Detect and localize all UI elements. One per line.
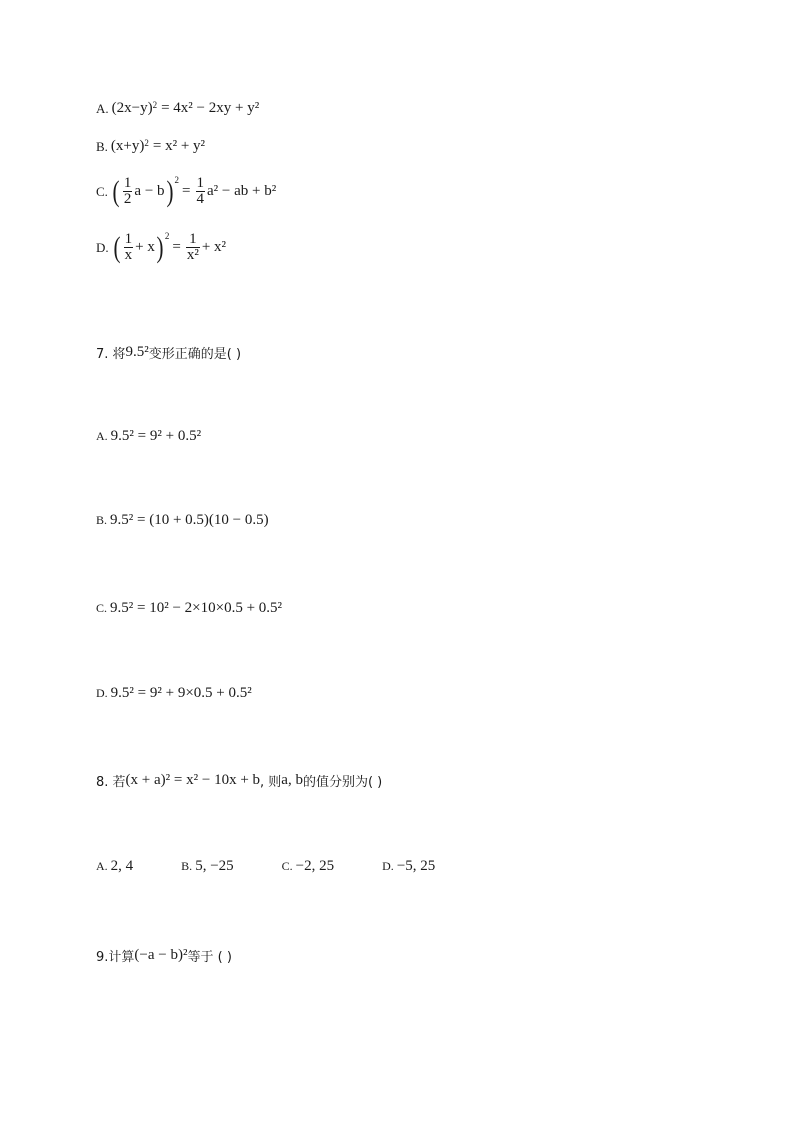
stem-math: (−a − b)² xyxy=(134,947,188,963)
equals-sign: = xyxy=(182,183,191,199)
question-7-stem xyxy=(96,343,241,362)
rhs-tail: a² − ab + b² xyxy=(207,183,277,199)
option-text: 5, −25 xyxy=(195,858,234,874)
option-label: C. xyxy=(281,859,293,873)
option-label: D. xyxy=(96,686,108,700)
equals-sign: = xyxy=(172,239,181,255)
option-label: A. xyxy=(96,100,109,116)
option-label: B. xyxy=(181,859,193,873)
denominator: x² xyxy=(186,247,199,263)
inner-tail: + x xyxy=(135,239,155,255)
fraction xyxy=(186,232,200,263)
option-text: −5, 25 xyxy=(396,858,436,874)
fraction xyxy=(123,176,133,207)
rhs-tail: + x² xyxy=(201,239,227,255)
stem-vars: a, b xyxy=(281,772,303,788)
option-label: C. xyxy=(96,601,108,615)
stem-mid: , 则 xyxy=(260,775,282,790)
option-text: 9.5² = (10 + 0.5)(10 − 0.5) xyxy=(110,512,269,528)
question-7-option-b xyxy=(96,512,269,529)
exponent: 2 xyxy=(152,99,158,110)
option-text: 9.5² = 9² + 9×0.5 + 0.5² xyxy=(110,685,252,701)
prev-option-a xyxy=(96,100,259,117)
question-8-options xyxy=(96,858,435,875)
question-7-option-a xyxy=(96,428,201,445)
numerator: 1 xyxy=(196,175,205,191)
numerator: 1 xyxy=(124,231,133,247)
stem-prefix: 9.计算 xyxy=(96,950,135,965)
prev-option-d xyxy=(96,232,226,263)
stem-prefix: 7. 将 xyxy=(96,347,126,362)
prev-option-b xyxy=(96,138,205,155)
stem-suffix: 等于 ( ) xyxy=(187,950,232,965)
right-paren: ) xyxy=(156,230,164,264)
inner-tail: a − b xyxy=(134,183,165,199)
stem-suffix: 的值分别为( ) xyxy=(302,775,383,790)
fraction xyxy=(124,232,134,263)
stem-suffix: 变形正确的是( ) xyxy=(148,347,242,362)
option-label: B. xyxy=(96,138,108,154)
question-9-stem xyxy=(96,946,232,965)
option-label: D. xyxy=(96,239,109,255)
numerator: 1 xyxy=(123,175,132,191)
stem-math: 9.5² xyxy=(125,344,149,360)
option-label: A. xyxy=(96,859,108,873)
option-text: 9.5² = 10² − 2×10×0.5 + 0.5² xyxy=(110,600,283,616)
option-b-lhs: (x+y) xyxy=(110,138,145,154)
fraction xyxy=(196,176,206,207)
question-7-option-d xyxy=(96,685,252,702)
left-paren: ( xyxy=(113,230,121,264)
exponent: 2 xyxy=(164,230,170,241)
option-label: D. xyxy=(382,859,394,873)
option-text: 9.5² = 9² + 0.5² xyxy=(110,428,202,444)
option-b-rhs: = x² + y² xyxy=(152,138,206,154)
option-a-rhs: = 4x² − 2xy + y² xyxy=(161,100,260,116)
denominator: 4 xyxy=(196,191,205,207)
exponent: 2 xyxy=(174,174,180,185)
exponent: 2 xyxy=(144,137,149,148)
numerator: 1 xyxy=(189,231,197,247)
option-label: A. xyxy=(96,429,108,443)
option-label: B. xyxy=(96,513,108,527)
question-7-option-c xyxy=(96,600,282,617)
stem-math: (x + a)² = x² − 10x + b xyxy=(125,772,261,788)
denominator: 2 xyxy=(123,191,132,207)
question-8-stem xyxy=(96,771,382,790)
option-a-lhs: (2x−y) xyxy=(111,100,153,116)
right-paren: ) xyxy=(166,174,174,208)
option-label: C. xyxy=(96,183,108,199)
option-text: 2, 4 xyxy=(110,858,134,874)
stem-prefix: 8. 若 xyxy=(96,775,126,790)
left-paren: ( xyxy=(112,174,120,208)
denominator: x xyxy=(124,247,133,263)
option-text: −2, 25 xyxy=(295,858,335,874)
prev-option-c xyxy=(96,176,276,207)
